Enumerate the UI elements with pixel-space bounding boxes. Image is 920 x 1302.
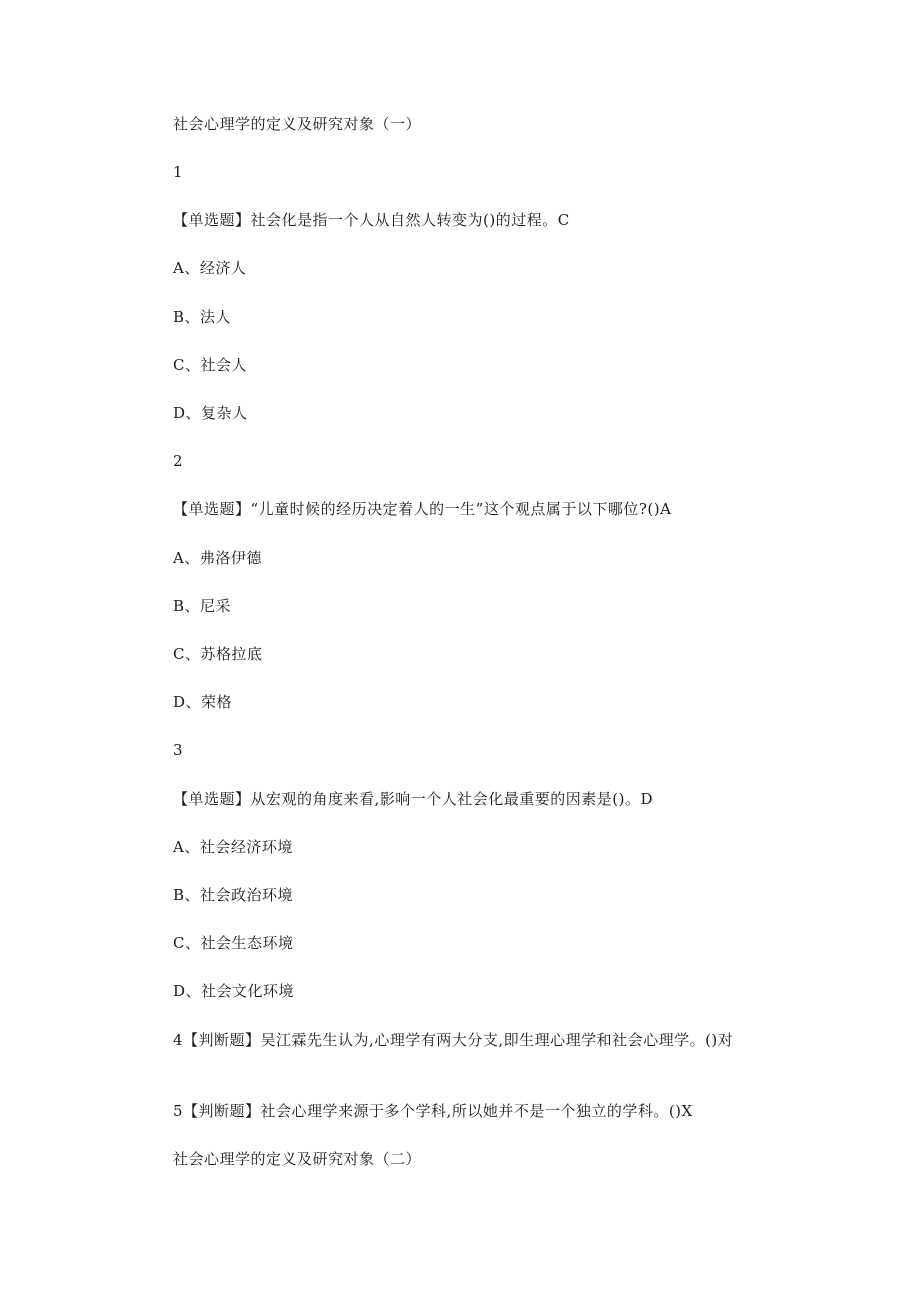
option-d: D、荣格 xyxy=(173,693,233,711)
section-heading: 社会心理学的定义及研究对象（一） xyxy=(173,115,422,133)
question-number: 2 xyxy=(173,452,184,470)
option-c: C、社会人 xyxy=(173,356,247,374)
option-d: D、复杂人 xyxy=(173,404,248,422)
option-c: C、社会生态环境 xyxy=(173,934,294,952)
question-number: 1 xyxy=(173,163,184,181)
question-number: 3 xyxy=(173,741,184,759)
option-a: A、弗洛伊德 xyxy=(173,549,262,567)
true-false-question: 4【判断题】吴江霖先生认为,心理学有两大分支,即生理心理学和社会心理学。()对 xyxy=(173,1031,734,1049)
option-b: B、法人 xyxy=(173,308,232,326)
question-text: 【单选题】“儿童时候的经历决定着人的一生”这个观点属于以下哪位?()A xyxy=(173,500,672,518)
question-text: 【单选题】从宏观的角度来看,影响一个人社会化最重要的因素是()。D xyxy=(173,790,654,808)
option-c: C、苏格拉底 xyxy=(173,645,263,663)
question-text: 【单选题】社会化是指一个人从自然人转变为()的过程。C xyxy=(173,211,570,229)
section-heading: 社会心理学的定义及研究对象（二） xyxy=(173,1150,422,1168)
option-b: B、尼采 xyxy=(173,597,232,615)
option-a: A、经济人 xyxy=(173,259,247,277)
option-a: A、社会经济环境 xyxy=(173,838,293,856)
true-false-question: 5【判断题】社会心理学来源于多个学科,所以她并不是一个独立的学科。()X xyxy=(173,1102,693,1120)
option-b: B、社会政治环境 xyxy=(173,886,294,904)
option-d: D、社会文化环境 xyxy=(173,982,295,1000)
